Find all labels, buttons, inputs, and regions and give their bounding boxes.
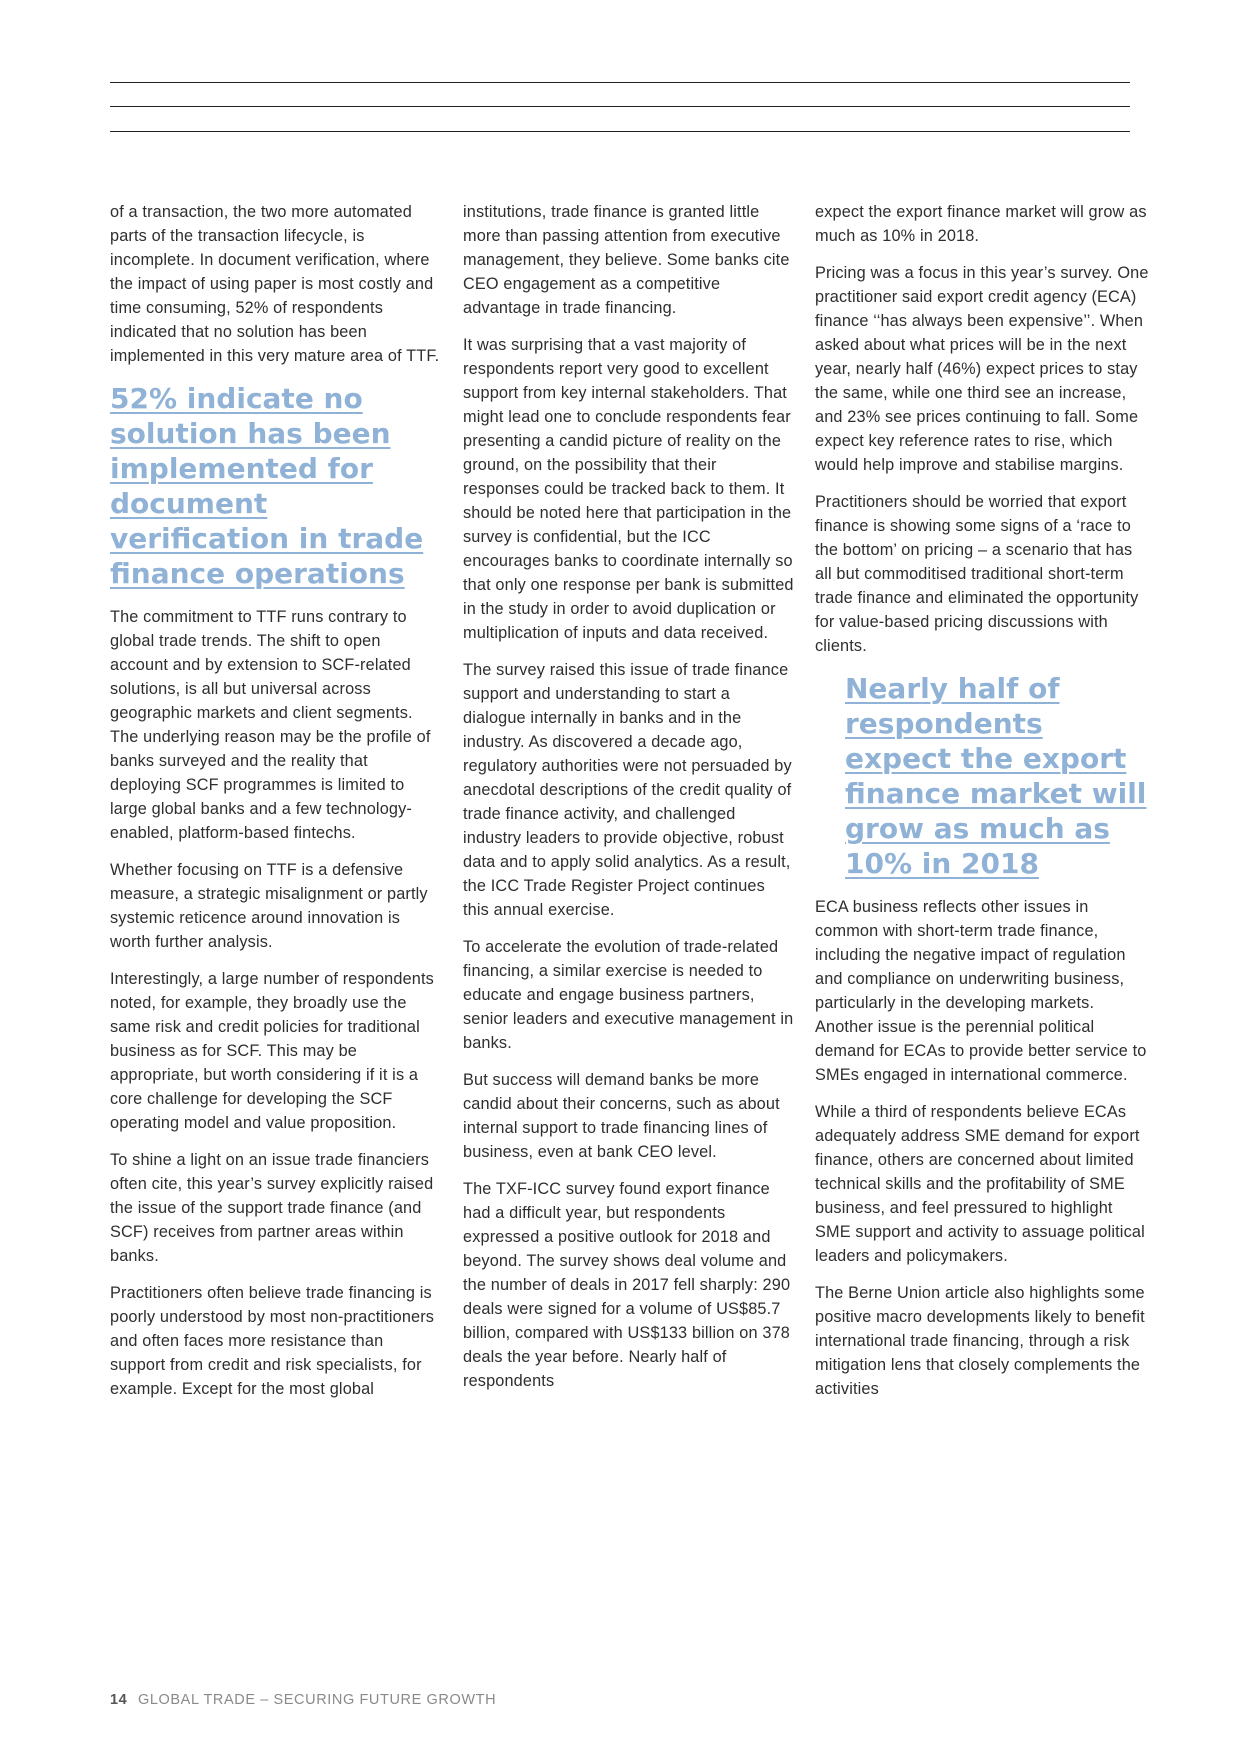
column-2 — [463, 200, 795, 1406]
paragraph: The Berne Union article also highlights some positive macro developments likely to benefit international trade financing, through a risk mitigation lens that closely complements the activities — [815, 1284, 1145, 1398]
page-footer — [110, 1692, 496, 1708]
paragraph: Practitioners should be worried that export finance is showing some signs of a ‘race to the bottom’ on pricing – a scenario that has all but commoditised traditional short-term trade finance and eliminated the opportunity for value-based pricing discussions with clients. — [815, 493, 1139, 655]
paragraph: of a transaction, the two more automated parts of the transaction lifecycle, is incomplete. In document verification, where the impact of using paper is most costly and time consuming, 52% of respondents indicated that no solution has been implemented in this very mature area of TTF. — [110, 203, 440, 365]
paragraph: The TXF-ICC survey found export finance had a difficult year, but respondents expressed a positive outlook for 2018 and beyond. The survey shows deal volume and the number of deals in 2017 fell sharply: 290 deals were signed for a volume of US$85.7 billion, compared with US$133 billion on 378 deals the year before. Nearly half of respondents — [463, 1180, 791, 1390]
paragraph: ECA business reflects other issues in common with short-term trade finance, including the negative impact of regulation and compliance on underwriting business, particularly in the developing markets. Another issue is the perennial political demand for ECAs to provide better service to SMEs engaged in international commerce. — [815, 898, 1147, 1084]
header-rule-1 — [110, 82, 1130, 83]
column-1 — [110, 200, 440, 1414]
pull-quote: 52% indicate no solution has been implemented for document verification in trade finance operations — [110, 382, 424, 590]
paragraph: expect the export finance market will grow as much as 10% in 2018. — [815, 203, 1147, 245]
paragraph: The survey raised this issue of trade finance support and understanding to start a dialogue internally in banks and in the industry. As discovered a decade ago, regulatory authorities were not persuaded by anecdotal descriptions of the credit quality of trade finance activity, and challenged industry leaders to provide objective, robust data and to apply solid analytics. As a result, the ICC Trade Register Project continues this annual exercise. — [463, 661, 792, 919]
paragraph: institutions, trade finance is granted little more than passing attention from executive management, they believe. Some banks cite CEO engagement as a competitive advantage in trade financing. — [463, 203, 790, 317]
paragraph: Interestingly, a large number of respondents noted, for example, they broadly use the same risk and credit policies for traditional business as for SCF. This may be appropriate, but worth considering if it is a core challenge for developing the SCF operating model and value proposition. — [110, 970, 434, 1132]
paragraph: Pricing was a focus in this year’s survey. One practitioner said export credit agency (ECA) finance ‘‘has always been expensive’’. When asked about what prices will be in the next year, nearly half (46%) expect prices to stay the same, while one third see an increase, and 23% see prices continuing to fall. Some expect key reference rates to rise, which would help improve and stabilise margins. — [815, 264, 1149, 474]
header-rule-2 — [110, 106, 1130, 107]
paragraph: It was surprising that a vast majority of respondents report very good to excellent support from key internal stakeholders. That might lead one to conclude respondents fear presenting a candid picture of reality on the ground, on the possibility that their responses could be tracked back to them. It should be noted here that participation in the survey is confidential, but the ICC encourages banks to coordinate internally so that only one response per bank is submitted in the study in order to avoid duplication or multiplication of inputs and data received. — [463, 336, 794, 642]
header-rule-3 — [110, 131, 1130, 132]
page-number: 14 — [110, 1692, 128, 1708]
paragraph: Whether focusing on TTF is a defensive measure, a strategic misalignment or partly systemic reticence around innovation is worth further analysis. — [110, 861, 428, 951]
paragraph: While a third of respondents believe ECAs adequately address SME demand for export finance, others are concerned about limited technical skills and the profitability of SME business, and feel pressured to highlight SME support and activity to assuage political leaders and policymakers. — [815, 1103, 1145, 1265]
paragraph: To accelerate the evolution of trade-related financing, a similar exercise is needed to educate and engage business partners, senior leaders and executive management in banks. — [463, 938, 794, 1052]
footer-title: GLOBAL TRADE – SECURING FUTURE GROWTH — [137, 1692, 497, 1708]
paragraph: Practitioners often believe trade financing is poorly understood by most non-practitioners and often faces more resistance than support from credit and risk specialists, for example. Except for the most global — [110, 1284, 435, 1398]
pull-quote: Nearly half of respondents expect the export finance market will grow as much as 10% in 2018 — [845, 672, 1147, 880]
column-3 — [815, 200, 1150, 1414]
paragraph: To shine a light on an issue trade financiers often cite, this year’s survey explicitly raised the issue of the support trade finance (and SCF) receives from partner areas within banks. — [110, 1151, 434, 1265]
paragraph: But success will demand banks be more candid about their concerns, such as about internal support to trade financing lines of business, even at bank CEO level. — [463, 1071, 780, 1161]
paragraph: The commitment to TTF runs contrary to global trade trends. The shift to open account and by extension to SCF-related solutions, is all but universal across geographic markets and client segments. The underlying reason may be the profile of banks surveyed and the reality that deploying SCF programmes is limited to large global banks and a few technology-enabled, platform-based fintechs. — [110, 608, 431, 842]
